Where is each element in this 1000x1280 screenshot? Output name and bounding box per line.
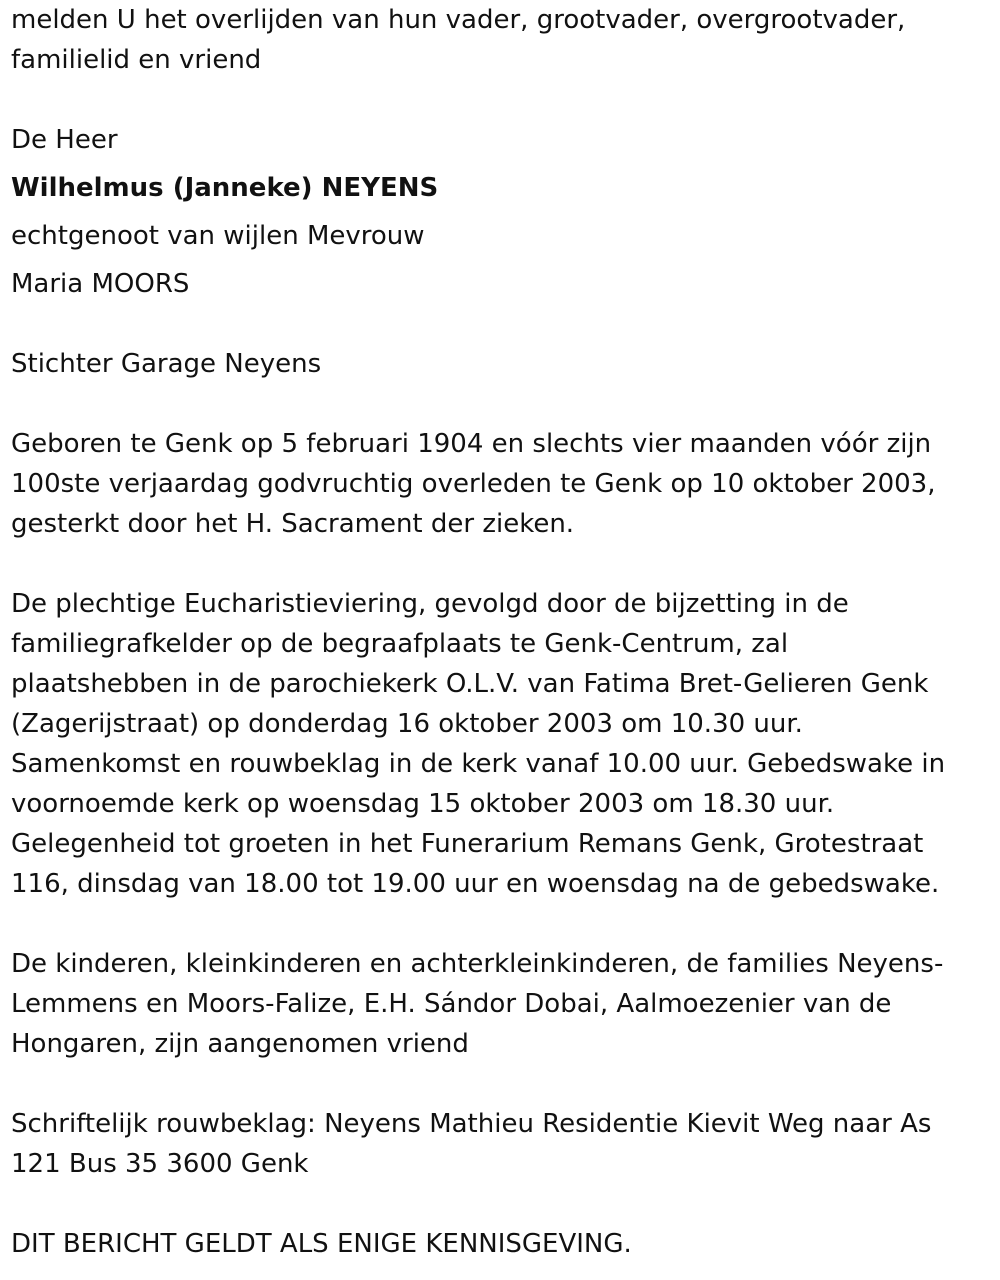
spacer: [11, 256, 991, 264]
deceased-name: Wilhelmus (Janneke) NEYENS: [11, 173, 439, 203]
spouse-name: Maria MOORS: [11, 269, 190, 299]
spacer: [11, 304, 991, 344]
honorific: De Heer: [11, 125, 118, 155]
obituary-notice: [11, 0, 991, 1264]
spacer: [11, 208, 991, 216]
spacer: [11, 904, 991, 944]
condolence-address: Schriftelijk rouwbeklag: Neyens Mathieu Residentie Kievit Weg naar As 121 Bus 35 3600 Genk: [11, 1109, 932, 1179]
spouse-line: echtgenoot van wijlen Mevrouw: [11, 221, 425, 251]
spacer: [11, 1184, 991, 1224]
closing-statement: DIT BERICHT GELDT ALS ENIGE KENNISGEVING.: [11, 1229, 632, 1259]
spacer: [11, 80, 991, 120]
family-paragraph: De kinderen, kleinkinderen en achterkleinkinderen, de families Neyens- Lemmens en Moors-Falize, E.H. Sándor Dobai, Aalmoezenier van de Hongaren, zijn aangenomen vriend: [11, 949, 944, 1059]
intro-text: melden U het overlijden van hun vader, grootvader, overgrootvader, familielid en vriend: [11, 5, 906, 75]
founder-line: Stichter Garage Neyens: [11, 349, 322, 379]
spacer: [11, 544, 991, 584]
ceremony-paragraph: De plechtige Eucharistieviering, gevolgd door de bijzetting in de familiegrafkelder op de begraafplaats te Genk-Centrum, zal plaatshebben in de parochiekerk O.L.V. van Fatima Bret-Gelieren Genk (Zagerijstraat) op donderdag 16 oktober 2003 om 10.30 uur. Samenkomst en rouwbeklag in de kerk vanaf 10.00 uur. Gebedswake in voornoemde kerk op woensdag 15 oktober 2003 om 18.30 uur. Gelegenheid tot groeten in het Funerarium Remans Genk, Grotestraat 116, dinsdag van 18.00 tot 19.00 uur en woensdag na de gebedswake.: [11, 589, 946, 899]
birth-death-paragraph: Geboren te Genk op 5 februari 1904 en slechts vier maanden vóór zijn 100ste verjaardag godvruchtig overleden te Genk op 10 oktober 2003, gesterkt door het H. Sacrament der zieken.: [11, 429, 936, 539]
spacer: [11, 384, 991, 424]
spacer: [11, 160, 991, 168]
spacer: [11, 1064, 991, 1104]
